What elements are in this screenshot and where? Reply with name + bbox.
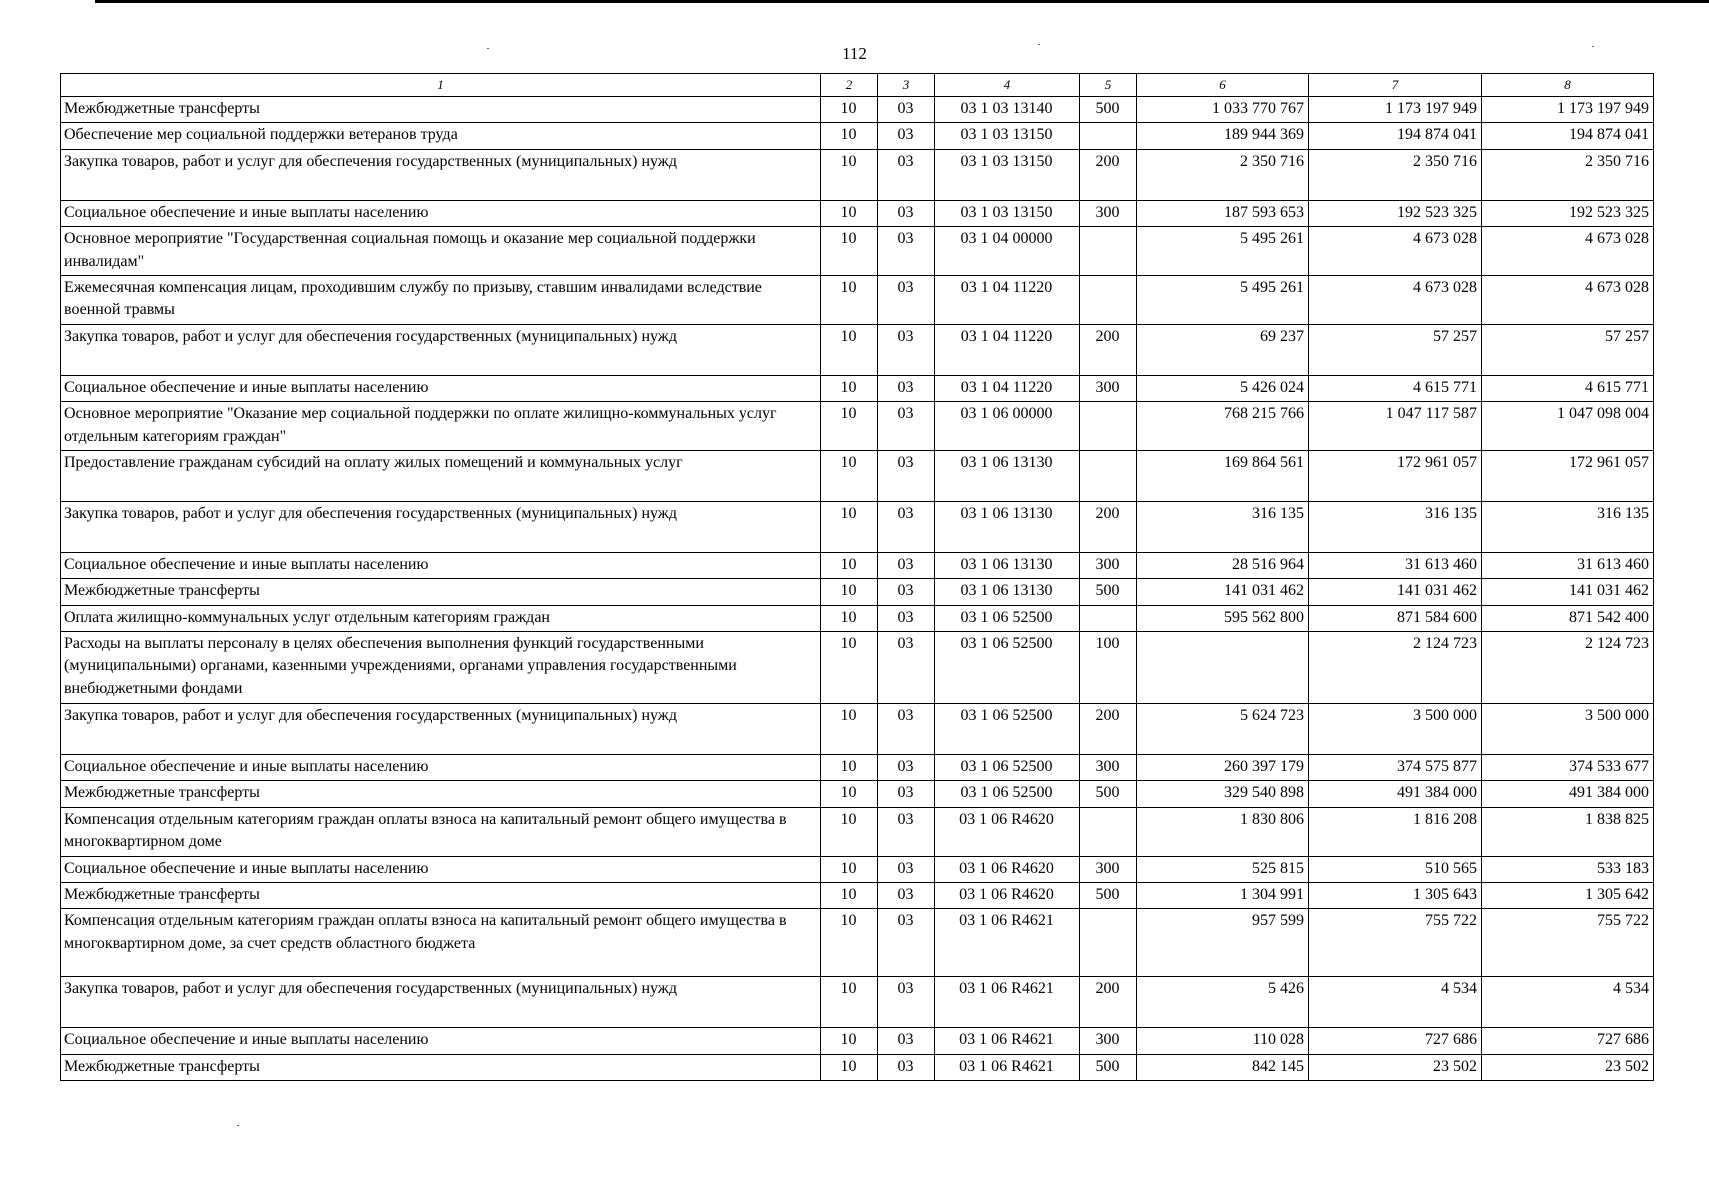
budget-table	[60, 73, 1654, 1081]
subsection-code-cell: 03	[878, 97, 935, 123]
target-article-cell: 03 1 03 13150	[935, 123, 1080, 149]
table-row	[61, 1028, 1654, 1054]
subsection-code-cell: 03	[878, 579, 935, 605]
table-row	[61, 375, 1654, 401]
table-row	[61, 450, 1654, 501]
amount-col6-cell: 5 624 723	[1137, 704, 1309, 755]
amount-col8-cell: 491 384 000	[1482, 781, 1654, 807]
column-header: 2	[821, 74, 878, 97]
row-name-cell: Закупка товаров, работ и услуг для обеспечения государственных (муниципальных) нужд	[61, 501, 821, 552]
expense-type-cell: 300	[1080, 552, 1137, 578]
scan-edge-top	[95, 0, 1709, 3]
amount-col6-cell: 5 495 261	[1137, 227, 1309, 276]
expense-type-cell: 500	[1080, 883, 1137, 909]
expense-type-cell: 300	[1080, 375, 1137, 401]
table-row	[61, 755, 1654, 781]
table-row	[61, 275, 1654, 324]
subsection-code-cell: 03	[878, 200, 935, 226]
row-name-cell: Межбюджетные трансферты	[61, 781, 821, 807]
expense-type-cell: 500	[1080, 1054, 1137, 1080]
row-name-cell: Компенсация отдельным категориям граждан оплаты взноса на капитальный ремонт общего имущества в многоквартирном доме, за счет средств областного бюджета	[61, 909, 821, 977]
table-row	[61, 552, 1654, 578]
amount-col7-cell: 1 305 643	[1309, 883, 1482, 909]
row-name-cell: Социальное обеспечение и иные выплаты населению	[61, 200, 821, 226]
amount-col8-cell: 172 961 057	[1482, 450, 1654, 501]
column-header: 6	[1137, 74, 1309, 97]
amount-col8-cell: 3 500 000	[1482, 704, 1654, 755]
target-article-cell: 03 1 06 13130	[935, 501, 1080, 552]
row-name-cell: Закупка товаров, работ и услуг для обеспечения государственных (муниципальных) нужд	[61, 704, 821, 755]
table-row	[61, 977, 1654, 1028]
subsection-code-cell: 03	[878, 324, 935, 375]
section-code-cell: 10	[821, 579, 878, 605]
amount-col8-cell: 533 183	[1482, 856, 1654, 882]
target-article-cell: 03 1 04 11220	[935, 324, 1080, 375]
target-article-cell: 03 1 04 11220	[935, 375, 1080, 401]
subsection-code-cell: 03	[878, 856, 935, 882]
amount-col8-cell: 871 542 400	[1482, 605, 1654, 631]
amount-col8-cell: 727 686	[1482, 1028, 1654, 1054]
expense-type-cell: 300	[1080, 856, 1137, 882]
target-article-cell: 03 1 06 00000	[935, 402, 1080, 451]
target-article-cell: 03 1 06 R4621	[935, 1054, 1080, 1080]
expense-type-cell: 200	[1080, 149, 1137, 200]
amount-col6-cell: 5 426	[1137, 977, 1309, 1028]
amount-col7-cell: 491 384 000	[1309, 781, 1482, 807]
subsection-code-cell: 03	[878, 883, 935, 909]
section-code-cell: 10	[821, 227, 878, 276]
amount-col6-cell: 187 593 653	[1137, 200, 1309, 226]
target-article-cell: 03 1 06 52500	[935, 755, 1080, 781]
section-code-cell: 10	[821, 200, 878, 226]
amount-col7-cell: 23 502	[1309, 1054, 1482, 1080]
amount-col6-cell: 957 599	[1137, 909, 1309, 977]
target-article-cell: 03 1 06 52500	[935, 632, 1080, 704]
table-row	[61, 909, 1654, 977]
section-code-cell: 10	[821, 605, 878, 631]
amount-col8-cell: 2 350 716	[1482, 149, 1654, 200]
amount-col7-cell: 4 615 771	[1309, 375, 1482, 401]
subsection-code-cell: 03	[878, 1054, 935, 1080]
amount-col6-cell: 5 495 261	[1137, 275, 1309, 324]
row-name-cell: Закупка товаров, работ и услуг для обеспечения государственных (муниципальных) нужд	[61, 324, 821, 375]
amount-col8-cell: 1 173 197 949	[1482, 97, 1654, 123]
row-name-cell: Социальное обеспечение и иные выплаты населению	[61, 755, 821, 781]
amount-col6-cell: 1 304 991	[1137, 883, 1309, 909]
table-row	[61, 605, 1654, 631]
row-name-cell: Социальное обеспечение и иные выплаты населению	[61, 1028, 821, 1054]
row-name-cell: Социальное обеспечение и иные выплаты населению	[61, 856, 821, 882]
expense-type-cell	[1080, 807, 1137, 856]
amount-col7-cell: 374 575 877	[1309, 755, 1482, 781]
table-row	[61, 807, 1654, 856]
amount-col7-cell: 727 686	[1309, 1028, 1482, 1054]
row-name-cell: Межбюджетные трансферты	[61, 97, 821, 123]
column-header: 8	[1482, 74, 1654, 97]
table-row	[61, 227, 1654, 276]
expense-type-cell: 300	[1080, 200, 1137, 226]
expense-type-cell: 200	[1080, 977, 1137, 1028]
amount-col7-cell: 510 565	[1309, 856, 1482, 882]
table-row	[61, 200, 1654, 226]
table-row	[61, 1054, 1654, 1080]
table-row	[61, 402, 1654, 451]
section-code-cell: 10	[821, 275, 878, 324]
row-name-cell: Межбюджетные трансферты	[61, 579, 821, 605]
section-code-cell: 10	[821, 632, 878, 704]
table-row	[61, 883, 1654, 909]
row-name-cell: Основное мероприятие "Оказание мер социальной поддержки по оплате жилищно-коммунальных услуг отдельным категориям граждан"	[61, 402, 821, 451]
scan-speck	[237, 1125, 239, 1126]
section-code-cell: 10	[821, 781, 878, 807]
subsection-code-cell: 03	[878, 704, 935, 755]
target-article-cell: 03 1 04 00000	[935, 227, 1080, 276]
expense-type-cell: 500	[1080, 781, 1137, 807]
amount-col6-cell: 329 540 898	[1137, 781, 1309, 807]
target-article-cell: 03 1 03 13150	[935, 200, 1080, 226]
amount-col7-cell: 141 031 462	[1309, 579, 1482, 605]
amount-col6-cell: 141 031 462	[1137, 579, 1309, 605]
column-header: 5	[1080, 74, 1137, 97]
subsection-code-cell: 03	[878, 275, 935, 324]
amount-col7-cell: 4 534	[1309, 977, 1482, 1028]
target-article-cell: 03 1 06 52500	[935, 704, 1080, 755]
target-article-cell: 03 1 06 52500	[935, 781, 1080, 807]
amount-col7-cell: 57 257	[1309, 324, 1482, 375]
amount-col7-cell: 2 124 723	[1309, 632, 1482, 704]
table-row	[61, 579, 1654, 605]
section-code-cell: 10	[821, 552, 878, 578]
table-body	[61, 97, 1654, 1081]
subsection-code-cell: 03	[878, 781, 935, 807]
target-article-cell: 03 1 06 13130	[935, 450, 1080, 501]
section-code-cell: 10	[821, 704, 878, 755]
table-row	[61, 781, 1654, 807]
amount-col8-cell: 374 533 677	[1482, 755, 1654, 781]
row-name-cell: Социальное обеспечение и иные выплаты населению	[61, 552, 821, 578]
row-name-cell: Закупка товаров, работ и услуг для обеспечения государственных (муниципальных) нужд	[61, 977, 821, 1028]
amount-col8-cell: 316 135	[1482, 501, 1654, 552]
section-code-cell: 10	[821, 909, 878, 977]
row-name-cell: Основное мероприятие "Государственная социальная помощь и оказание мер социальной поддержки инвалидам"	[61, 227, 821, 276]
column-header: 7	[1309, 74, 1482, 97]
section-code-cell: 10	[821, 450, 878, 501]
row-name-cell: Компенсация отдельным категориям граждан оплаты взноса на капитальный ремонт общего имущества в многоквартирном доме	[61, 807, 821, 856]
amount-col6-cell: 69 237	[1137, 324, 1309, 375]
amount-col6-cell: 110 028	[1137, 1028, 1309, 1054]
target-article-cell: 03 1 03 13150	[935, 149, 1080, 200]
section-code-cell: 10	[821, 324, 878, 375]
amount-col7-cell: 1 816 208	[1309, 807, 1482, 856]
amount-col6-cell: 2 350 716	[1137, 149, 1309, 200]
amount-col8-cell: 23 502	[1482, 1054, 1654, 1080]
amount-col8-cell: 194 874 041	[1482, 123, 1654, 149]
expense-type-cell: 500	[1080, 579, 1137, 605]
subsection-code-cell: 03	[878, 755, 935, 781]
amount-col8-cell: 4 534	[1482, 977, 1654, 1028]
row-name-cell: Расходы на выплаты персоналу в целях обеспечения выполнения функций государственными (муниципальными) органами, казенными учреждениями, органами управления государственными внебюджетными фондами	[61, 632, 821, 704]
row-name-cell: Межбюджетные трансферты	[61, 1054, 821, 1080]
expense-type-cell: 200	[1080, 324, 1137, 375]
row-name-cell: Межбюджетные трансферты	[61, 883, 821, 909]
target-article-cell: 03 1 06 R4621	[935, 909, 1080, 977]
subsection-code-cell: 03	[878, 375, 935, 401]
amount-col8-cell: 192 523 325	[1482, 200, 1654, 226]
subsection-code-cell: 03	[878, 605, 935, 631]
target-article-cell: 03 1 06 R4621	[935, 977, 1080, 1028]
target-article-cell: 03 1 04 11220	[935, 275, 1080, 324]
amount-col7-cell: 871 584 600	[1309, 605, 1482, 631]
row-name-cell: Оплата жилищно-коммунальных услуг отдельным категориям граждан	[61, 605, 821, 631]
subsection-code-cell: 03	[878, 1028, 935, 1054]
amount-col7-cell: 194 874 041	[1309, 123, 1482, 149]
amount-col6-cell: 595 562 800	[1137, 605, 1309, 631]
section-code-cell: 10	[821, 1054, 878, 1080]
subsection-code-cell: 03	[878, 632, 935, 704]
subsection-code-cell: 03	[878, 450, 935, 501]
target-article-cell: 03 1 06 R4620	[935, 856, 1080, 882]
row-name-cell: Закупка товаров, работ и услуг для обеспечения государственных (муниципальных) нужд	[61, 149, 821, 200]
amount-col6-cell: 28 516 964	[1137, 552, 1309, 578]
target-article-cell: 03 1 06 R4620	[935, 807, 1080, 856]
section-code-cell: 10	[821, 883, 878, 909]
subsection-code-cell: 03	[878, 977, 935, 1028]
amount-col6-cell: 768 215 766	[1137, 402, 1309, 451]
subsection-code-cell: 03	[878, 552, 935, 578]
amount-col8-cell: 4 673 028	[1482, 227, 1654, 276]
amount-col7-cell: 4 673 028	[1309, 227, 1482, 276]
table-row	[61, 123, 1654, 149]
table-row	[61, 324, 1654, 375]
expense-type-cell: 300	[1080, 755, 1137, 781]
expense-type-cell: 500	[1080, 97, 1137, 123]
amount-col6-cell: 1 830 806	[1137, 807, 1309, 856]
expense-type-cell: 300	[1080, 1028, 1137, 1054]
expense-type-cell: 200	[1080, 704, 1137, 755]
amount-col7-cell: 1 047 117 587	[1309, 402, 1482, 451]
section-code-cell: 10	[821, 123, 878, 149]
amount-col8-cell: 4 615 771	[1482, 375, 1654, 401]
amount-col8-cell: 1 305 642	[1482, 883, 1654, 909]
amount-col7-cell: 316 135	[1309, 501, 1482, 552]
subsection-code-cell: 03	[878, 402, 935, 451]
table-row	[61, 704, 1654, 755]
amount-col7-cell: 1 173 197 949	[1309, 97, 1482, 123]
amount-col7-cell: 4 673 028	[1309, 275, 1482, 324]
subsection-code-cell: 03	[878, 227, 935, 276]
expense-type-cell: 200	[1080, 501, 1137, 552]
table-row	[61, 149, 1654, 200]
table-row	[61, 632, 1654, 704]
section-code-cell: 10	[821, 755, 878, 781]
amount-col7-cell: 31 613 460	[1309, 552, 1482, 578]
amount-col8-cell: 31 613 460	[1482, 552, 1654, 578]
page-number: 112	[842, 44, 867, 63]
target-article-cell: 03 1 06 R4621	[935, 1028, 1080, 1054]
section-code-cell: 10	[821, 1028, 878, 1054]
expense-type-cell	[1080, 450, 1137, 501]
subsection-code-cell: 03	[878, 807, 935, 856]
section-code-cell: 10	[821, 149, 878, 200]
section-code-cell: 10	[821, 402, 878, 451]
amount-col6-cell: 525 815	[1137, 856, 1309, 882]
amount-col8-cell: 57 257	[1482, 324, 1654, 375]
target-article-cell: 03 1 06 13130	[935, 579, 1080, 605]
table-row	[61, 856, 1654, 882]
amount-col6-cell: 5 426 024	[1137, 375, 1309, 401]
amount-col8-cell: 1 838 825	[1482, 807, 1654, 856]
amount-col7-cell: 172 961 057	[1309, 450, 1482, 501]
table-row	[61, 501, 1654, 552]
column-header: 4	[935, 74, 1080, 97]
subsection-code-cell: 03	[878, 909, 935, 977]
subsection-code-cell: 03	[878, 123, 935, 149]
amount-col6-cell: 842 145	[1137, 1054, 1309, 1080]
section-code-cell: 10	[821, 977, 878, 1028]
expense-type-cell	[1080, 402, 1137, 451]
section-code-cell: 10	[821, 807, 878, 856]
amount-col6-cell: 260 397 179	[1137, 755, 1309, 781]
target-article-cell: 03 1 06 52500	[935, 605, 1080, 631]
section-code-cell: 10	[821, 501, 878, 552]
amount-col7-cell: 3 500 000	[1309, 704, 1482, 755]
expense-type-cell	[1080, 275, 1137, 324]
amount-col6-cell: 1 033 770 767	[1137, 97, 1309, 123]
row-name-cell: Предоставление гражданам субсидий на оплату жилых помещений и коммунальных услуг	[61, 450, 821, 501]
table-row	[61, 97, 1654, 123]
amount-col6-cell: 169 864 561	[1137, 450, 1309, 501]
amount-col6-cell: 189 944 369	[1137, 123, 1309, 149]
subsection-code-cell: 03	[878, 501, 935, 552]
section-code-cell: 10	[821, 375, 878, 401]
row-name-cell: Социальное обеспечение и иные выплаты населению	[61, 375, 821, 401]
amount-col7-cell: 2 350 716	[1309, 149, 1482, 200]
table-header-row	[61, 74, 1654, 97]
amount-col7-cell: 192 523 325	[1309, 200, 1482, 226]
amount-col7-cell: 755 722	[1309, 909, 1482, 977]
row-name-cell: Обеспечение мер социальной поддержки ветеранов труда	[61, 123, 821, 149]
column-header: 1	[61, 74, 821, 97]
amount-col8-cell: 755 722	[1482, 909, 1654, 977]
amount-col8-cell: 141 031 462	[1482, 579, 1654, 605]
section-code-cell: 10	[821, 856, 878, 882]
column-header: 3	[878, 74, 935, 97]
row-name-cell: Ежемесячная компенсация лицам, проходившим службу по призыву, ставшим инвалидами вследствие военной травмы	[61, 275, 821, 324]
target-article-cell: 03 1 03 13140	[935, 97, 1080, 123]
amount-col8-cell: 2 124 723	[1482, 632, 1654, 704]
section-code-cell: 10	[821, 97, 878, 123]
expense-type-cell	[1080, 605, 1137, 631]
amount-col8-cell: 4 673 028	[1482, 275, 1654, 324]
expense-type-cell	[1080, 123, 1137, 149]
expense-type-cell: 100	[1080, 632, 1137, 704]
subsection-code-cell: 03	[878, 149, 935, 200]
amount-col8-cell: 1 047 098 004	[1482, 402, 1654, 451]
target-article-cell: 03 1 06 13130	[935, 552, 1080, 578]
amount-col6-cell: 316 135	[1137, 501, 1309, 552]
expense-type-cell	[1080, 909, 1137, 977]
expense-type-cell	[1080, 227, 1137, 276]
target-article-cell: 03 1 06 R4620	[935, 883, 1080, 909]
amount-col6-cell	[1137, 632, 1309, 704]
